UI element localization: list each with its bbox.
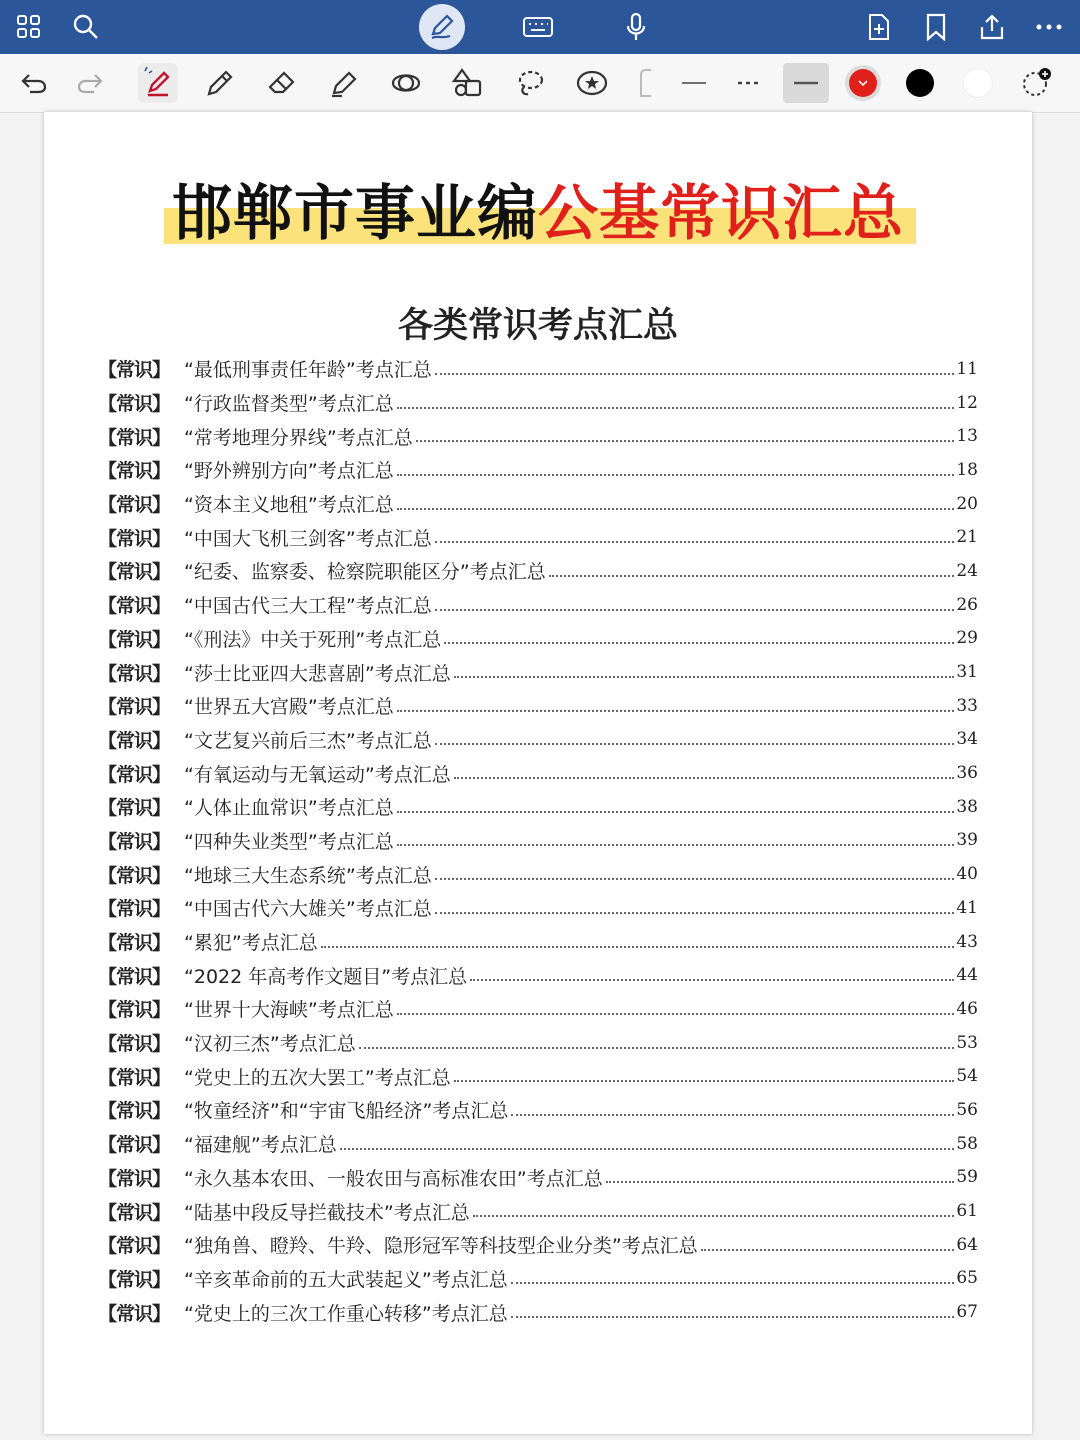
toc-entry[interactable] [98, 1026, 978, 1060]
toc-entry-title: “独角兽、瞪羚、牛羚、隐形冠军等科技型企业分类”考点汇总 [184, 1235, 698, 1258]
toc-entry-page-number: 33 [956, 695, 978, 716]
toc-entry[interactable] [98, 723, 978, 757]
toc-dot-leader [340, 1148, 955, 1150]
toc-entry[interactable] [98, 622, 978, 656]
toc-entry-tag: 【常识】 [98, 359, 171, 382]
toc-heading: 各类常识考点汇总 [397, 306, 678, 346]
toc-entry-title: “陆基中段反导拦截技术”考点汇总 [184, 1201, 470, 1224]
toc-dot-leader [397, 508, 955, 510]
toc-entry-title: “最低刑事责任年龄”考点汇总 [184, 359, 432, 382]
toc-entry[interactable] [98, 824, 978, 858]
toc-dot-leader [435, 541, 955, 543]
toc-entry-page-number: 54 [956, 1066, 978, 1087]
toc-entry[interactable] [98, 1228, 978, 1262]
toc-entry-tag: 【常识】 [98, 898, 171, 921]
toc-entry[interactable] [98, 1194, 978, 1228]
thin-stroke-option[interactable] [676, 54, 712, 112]
toc-entry-title: “行政监督类型”考点汇总 [184, 393, 394, 416]
toc-entry[interactable] [98, 958, 978, 992]
thick-stroke-option[interactable] [782, 54, 830, 112]
toc-entry-title: “中国古代六大雄关”考点汇总 [184, 898, 432, 921]
white-dot [963, 68, 993, 98]
toc-entry-page-number: 26 [956, 594, 978, 615]
black-color-swatch[interactable] [900, 54, 940, 112]
toc-entry-page-number: 34 [956, 729, 978, 750]
toc-entry-page-number: 21 [956, 527, 978, 548]
search-icon[interactable] [70, 0, 102, 54]
toc-entry-page-number: 31 [956, 662, 978, 683]
toc-entry-tag: 【常识】 [98, 595, 171, 618]
toc-entry-title: “福建舰”考点汇总 [184, 1134, 337, 1157]
toc-entry-page-number: 29 [956, 628, 978, 649]
toc-entry-title: “2022 年高考作文题目”考点汇总 [184, 965, 468, 988]
undo-icon[interactable] [18, 54, 50, 112]
toc-entry-tag: 【常识】 [98, 1235, 171, 1258]
toc-entry-page-number: 11 [956, 358, 978, 379]
toc-dot-leader [470, 979, 954, 981]
toc-entry-title: “《刑法》中关于死刑”考点汇总 [184, 628, 442, 651]
toc-entry-title: “莎士比亚四大悲喜剧”考点汇总 [184, 662, 451, 685]
toc-entry-page-number: 43 [956, 931, 978, 952]
pen-edit-button[interactable] [418, 0, 466, 54]
selected-color-ring [845, 65, 881, 101]
toc-entry-page-number: 53 [956, 1032, 978, 1053]
toc-dot-leader [454, 777, 955, 779]
toc-entry[interactable] [98, 1161, 978, 1195]
toc-entry-tag: 【常识】 [98, 729, 171, 752]
toc-entry[interactable] [98, 1262, 978, 1296]
toc-entry-tag: 【常识】 [98, 932, 171, 955]
toc-entry-tag: 【常识】 [98, 561, 171, 584]
toc-entry-title: “累犯”考点汇总 [184, 932, 318, 955]
toc-entry[interactable] [98, 419, 978, 453]
toc-entry-tag: 【常识】 [98, 527, 171, 550]
toc-entry-tag: 【常识】 [98, 1134, 171, 1157]
toc-entry-page-number: 67 [956, 1302, 978, 1323]
toc-entry-page-number: 64 [956, 1234, 978, 1255]
toc-entry[interactable] [98, 790, 978, 824]
toc-entry-title: “党史上的三次工作重心转移”考点汇总 [184, 1302, 508, 1325]
toc-entry-tag: 【常识】 [98, 1100, 171, 1123]
bookmark-icon[interactable] [922, 0, 950, 54]
toc-entry-tag: 【常识】 [98, 830, 171, 853]
toc-entry[interactable] [98, 453, 978, 487]
toc-dot-leader [397, 811, 955, 813]
toc-entry-page-number: 59 [956, 1167, 978, 1188]
toc-entry-tag: 【常识】 [98, 696, 171, 719]
more-icon[interactable] [1034, 0, 1064, 54]
sticker-icon[interactable] [572, 54, 612, 112]
toc-dot-leader [397, 407, 955, 409]
toc-entry-page-number: 12 [956, 392, 978, 413]
toc-entry-tag: 【常识】 [98, 965, 171, 988]
toc-entry-title: “资本主义地租”考点汇总 [184, 494, 394, 517]
toc-entry-tag: 【常识】 [98, 864, 171, 887]
pen-edit-icon [419, 4, 465, 50]
drawing-toolbar [0, 54, 1080, 113]
toc-entry[interactable] [98, 857, 978, 891]
microphone-icon[interactable] [622, 0, 650, 54]
add-color-icon[interactable] [1016, 54, 1056, 112]
toc-entry-title: “世界五大宫殿”考点汇总 [184, 696, 394, 719]
toc-dot-leader [359, 1047, 955, 1049]
toc-dot-leader [444, 642, 954, 644]
apps-grid-icon[interactable] [14, 0, 44, 54]
toc-entry[interactable] [98, 487, 978, 521]
toc-entry-page-number: 39 [956, 830, 978, 851]
toc-dot-leader [511, 1114, 954, 1116]
toc-entry-title: “野外辨别方向”考点汇总 [184, 460, 394, 483]
toc-entry[interactable] [98, 554, 978, 588]
toc-dot-leader [321, 946, 955, 948]
toc-entry-page-number: 61 [956, 1201, 978, 1222]
toc-dot-leader [701, 1249, 955, 1251]
toc-dot-leader [511, 1282, 955, 1284]
toc-entry-page-number: 36 [956, 763, 978, 784]
toc-entry-title: “汉初三杰”考点汇总 [184, 1033, 356, 1056]
toc-entry-page-number: 24 [956, 560, 978, 581]
toc-entry-title: “人体止血常识”考点汇总 [184, 797, 394, 820]
toc-entry-title: “中国古代三大工程”考点汇总 [184, 595, 432, 618]
toc-dot-leader [454, 1080, 955, 1082]
toc-entry-tag: 【常识】 [98, 763, 171, 786]
ruler-icon[interactable] [636, 54, 656, 112]
toc-entry-tag: 【常识】 [98, 460, 171, 483]
toc-entry-tag: 【常识】 [98, 662, 171, 685]
toc-entry[interactable] [98, 655, 978, 689]
red-dot [849, 69, 877, 97]
toc-entry-page-number: 20 [956, 493, 978, 514]
share-icon[interactable] [976, 0, 1008, 54]
toc-entry-title: “永久基本农田、一般农田与高标准农田”考点汇总 [184, 1167, 603, 1190]
eraser-icon[interactable] [262, 54, 302, 112]
shape-recognize-icon[interactable] [386, 54, 426, 112]
toc-dot-leader [511, 1316, 955, 1318]
toc-dot-leader [606, 1181, 955, 1183]
toc-entry-page-number: 18 [956, 459, 978, 480]
toc-entry-tag: 【常识】 [98, 494, 171, 517]
toc-entry-tag: 【常识】 [98, 797, 171, 820]
toc-entry-tag: 【常识】 [98, 628, 171, 651]
toc-dot-leader [435, 609, 955, 611]
toc-entry-title: “地球三大生态系统”考点汇总 [184, 864, 432, 887]
black-dot [906, 69, 934, 97]
toc-entry[interactable] [98, 588, 978, 622]
toc-dot-leader [397, 844, 955, 846]
toc-dot-leader [397, 474, 955, 476]
highlighter-icon[interactable] [324, 54, 364, 112]
selected-stroke-indicator [783, 63, 829, 103]
top-app-bar [0, 0, 1080, 54]
toc-entry-page-number: 46 [956, 998, 978, 1019]
toc-dot-leader [454, 676, 955, 678]
toc-dot-leader [435, 743, 955, 745]
toc-entry-tag: 【常识】 [98, 1268, 171, 1291]
toc-entry[interactable] [98, 1127, 978, 1161]
toc-entry-page-number: 65 [956, 1268, 978, 1289]
toc-entry[interactable] [98, 1295, 978, 1329]
toc-entry-tag: 【常识】 [98, 1066, 171, 1089]
toc-dot-leader [397, 710, 955, 712]
toc-dot-leader [473, 1215, 955, 1217]
toc-entry[interactable] [98, 689, 978, 723]
table-of-contents [98, 352, 978, 1329]
toc-entry-title: “常考地理分界线”考点汇总 [184, 426, 413, 449]
toc-entry-title: “纪委、监察委、检察院职能区分”考点汇总 [184, 561, 546, 584]
pencil-icon[interactable] [200, 54, 240, 112]
red-color-swatch[interactable] [842, 54, 884, 112]
toc-entry-tag: 【常识】 [98, 426, 171, 449]
page-title [44, 166, 1032, 252]
toc-entry-page-number: 38 [956, 796, 978, 817]
toc-entry[interactable] [98, 1059, 978, 1093]
dashed-stroke-option[interactable] [732, 54, 768, 112]
toc-entry[interactable] [98, 520, 978, 554]
toc-entry-title: “世界十大海峡”考点汇总 [184, 999, 394, 1022]
toc-dot-leader [397, 1013, 955, 1015]
pen-tool-icon[interactable] [136, 54, 180, 112]
toc-entry[interactable] [98, 992, 978, 1026]
toc-entry-tag: 【常识】 [98, 1302, 171, 1325]
toc-entry-title: “牧童经济”和“宇宙飞船经济”考点汇总 [184, 1100, 509, 1123]
toc-dot-leader [435, 912, 955, 914]
toc-dot-leader [549, 575, 955, 577]
white-color-swatch[interactable] [958, 54, 998, 112]
toc-entry[interactable] [98, 386, 978, 420]
toc-dot-leader [435, 373, 955, 375]
redo-icon[interactable] [74, 54, 106, 112]
toc-entry-title: “党史上的五次大罢工”考点汇总 [184, 1066, 451, 1089]
keyboard-icon[interactable] [520, 0, 556, 54]
toc-entry[interactable] [98, 756, 978, 790]
toc-entry-title: “有氧运动与无氧运动”考点汇总 [184, 763, 451, 786]
toc-dot-leader [435, 878, 955, 880]
title-black-part: 邯郸市事业编 [172, 179, 538, 249]
toc-entry[interactable] [98, 891, 978, 925]
toc-entry-page-number: 41 [956, 897, 978, 918]
toc-entry-tag: 【常识】 [98, 1201, 171, 1224]
toc-entry-page-number: 56 [956, 1099, 978, 1120]
toc-entry[interactable] [98, 1093, 978, 1127]
toc-dot-leader [416, 440, 955, 442]
toc-entry-tag: 【常识】 [98, 999, 171, 1022]
toc-entry-page-number: 13 [956, 426, 978, 447]
lasso-icon[interactable] [510, 54, 550, 112]
toc-entry-tag: 【常识】 [98, 393, 171, 416]
toc-entry-page-number: 44 [956, 965, 978, 986]
shapes-icon[interactable] [448, 54, 488, 112]
toc-entry-title: “文艺复兴前后三杰”考点汇总 [184, 729, 432, 752]
toc-entry-title: “四种失业类型”考点汇总 [184, 830, 394, 853]
add-page-icon[interactable] [864, 0, 894, 54]
toc-entry-title: “中国大飞机三剑客”考点汇总 [184, 527, 432, 550]
title-red-part: 公基常识汇总 [538, 179, 904, 249]
toc-entry[interactable] [98, 352, 978, 386]
toc-entry-page-number: 40 [956, 864, 978, 885]
toc-entry[interactable] [98, 925, 978, 959]
document-page [44, 112, 1032, 1434]
toc-entry-page-number: 58 [956, 1133, 978, 1154]
toc-entry-title: “辛亥革命前的五大武装起义”考点汇总 [184, 1268, 508, 1291]
toc-entry-tag: 【常识】 [98, 1033, 171, 1056]
toc-entry-tag: 【常识】 [98, 1167, 171, 1190]
